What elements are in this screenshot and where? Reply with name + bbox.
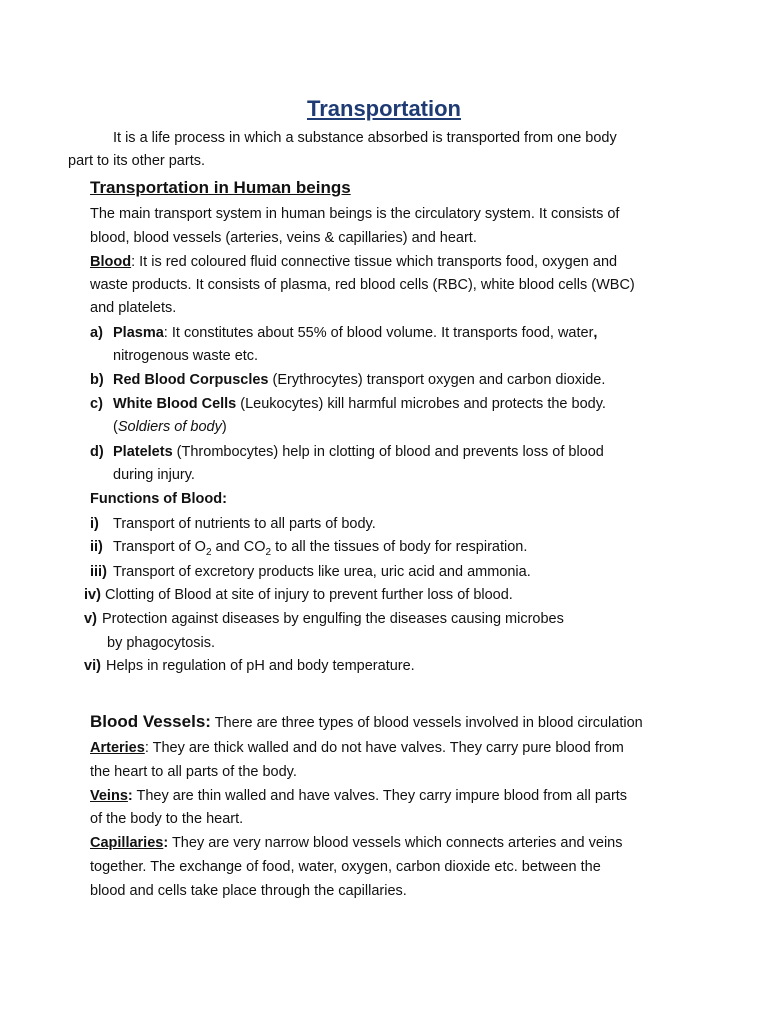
paren-open: ( <box>113 419 118 435</box>
function-text: and CO <box>211 539 266 555</box>
capillaries-line-1 <box>90 833 622 853</box>
platelets-text-line-2: during injury. <box>113 467 195 483</box>
function-item <box>90 537 527 557</box>
wbc-text-line-2 <box>113 417 227 437</box>
blood-definition-line-2: waste products. It consists of plasma, red blood cells (RBC), white blood cells (WBC) <box>90 277 635 293</box>
function-label: v) <box>84 611 97 627</box>
capillaries-line-3: blood and cells take place through the capillaries. <box>90 883 407 899</box>
plasma-term: Plasma <box>113 325 164 341</box>
function-label: iii) <box>90 564 107 580</box>
list-item-plasma <box>90 323 597 343</box>
function-label: iv) <box>84 587 101 603</box>
wbc-text: (Leukocytes) kill harmful microbes and protects the body. <box>236 396 606 412</box>
arteries-line-2: the heart to all parts of the body. <box>90 764 297 780</box>
veins-term: Veins <box>90 788 128 804</box>
list-label: d) <box>90 444 104 460</box>
subscript: 2 <box>265 546 272 558</box>
function-label: ii) <box>90 539 103 555</box>
blood-definition-line-3: and platelets. <box>90 300 177 316</box>
function-text: Clotting of Blood at site of injury to prevent further loss of blood. <box>105 587 513 603</box>
veins-colon: : <box>127 788 133 804</box>
function-text: Transport of excretory products like urea, uric acid and ammonia. <box>113 564 531 580</box>
function-text: Helps in regulation of pH and body temperature. <box>106 658 415 674</box>
function-text: Protection against diseases by engulfing the diseases causing microbes <box>102 611 564 627</box>
circulatory-line-2: blood, blood vessels (arteries, veins & capillaries) and heart. <box>90 230 477 246</box>
arteries-line-1 <box>90 738 624 758</box>
function-item-line-2: by phagocytosis. <box>107 635 216 651</box>
blood-vessels-heading: Blood Vessels: <box>90 712 211 731</box>
wbc-term: White Blood Cells <box>113 396 237 412</box>
rbc-term: Red Blood Corpuscles <box>113 372 269 388</box>
function-item <box>90 562 531 582</box>
plasma-text: : It constitutes about 55% of blood volume. It transports food, water <box>163 325 594 341</box>
veins-text: They are thin walled and have valves. They carry impure blood from all parts <box>132 788 628 804</box>
function-item <box>90 514 376 534</box>
list-label: c) <box>90 396 103 412</box>
capillaries-term: Capillaries <box>90 835 164 851</box>
veins-line-1 <box>90 786 627 806</box>
blood-term: Blood <box>90 254 132 270</box>
capillaries-text: They are very narrow blood vessels which connects arteries and veins <box>168 835 623 851</box>
subscript: 2 <box>205 546 212 558</box>
plasma-comma: , <box>593 325 598 341</box>
function-text: Transport of O <box>113 539 206 555</box>
capillaries-line-2: together. The exchange of food, water, oxygen, carbon dioxide etc. between the <box>90 859 601 875</box>
intro-line-2: part to its other parts. <box>68 153 206 169</box>
platelets-text: (Thrombocytes) help in clotting of blood and prevents loss of blood <box>172 444 604 460</box>
function-label: i) <box>90 516 99 532</box>
function-label: vi) <box>84 658 101 674</box>
function-item <box>84 585 513 605</box>
paren-close: ) <box>221 419 227 435</box>
arteries-text: : They are thick walled and do not have valves. They carry pure blood from <box>144 740 624 756</box>
blood-text-1: : It is red coloured fluid connective tissue which transports food, oxygen and <box>131 254 618 270</box>
platelets-term: Platelets <box>113 444 173 460</box>
function-item <box>84 656 415 676</box>
plasma-text-line-2: nitrogenous waste etc. <box>113 348 259 364</box>
section-heading-human-transport: Transportation in Human beings <box>90 178 351 197</box>
blood-vessels-text: There are three types of blood vessels involved in blood circulation <box>210 715 643 731</box>
soldiers-of-body: Soldiers of body <box>117 419 222 435</box>
intro-line-1: It is a life process in which a substance absorbed is transported from one body <box>113 130 617 146</box>
function-text: to all the tissues of body for respiration. <box>271 539 528 555</box>
list-item-rbc <box>90 370 605 390</box>
blood-vessels-intro <box>90 712 643 733</box>
function-item <box>84 609 564 629</box>
circulatory-line-1: The main transport system in human beings is the circulatory system. It consists of <box>90 206 620 222</box>
rbc-text: (Erythrocytes) transport oxygen and carbon dioxide. <box>268 372 606 388</box>
list-label: a) <box>90 325 103 341</box>
list-item-platelets <box>90 442 604 462</box>
arteries-term: Arteries <box>90 740 145 756</box>
veins-line-2: of the body to the heart. <box>90 811 244 827</box>
function-text: Transport of nutrients to all parts of body. <box>113 516 376 532</box>
list-item-wbc <box>90 394 606 414</box>
capillaries-colon: : <box>163 835 169 851</box>
page-title: Transportation <box>306 96 461 121</box>
list-label: b) <box>90 372 104 388</box>
blood-definition-line-1 <box>90 252 617 272</box>
functions-heading: Functions of Blood: <box>90 491 227 507</box>
